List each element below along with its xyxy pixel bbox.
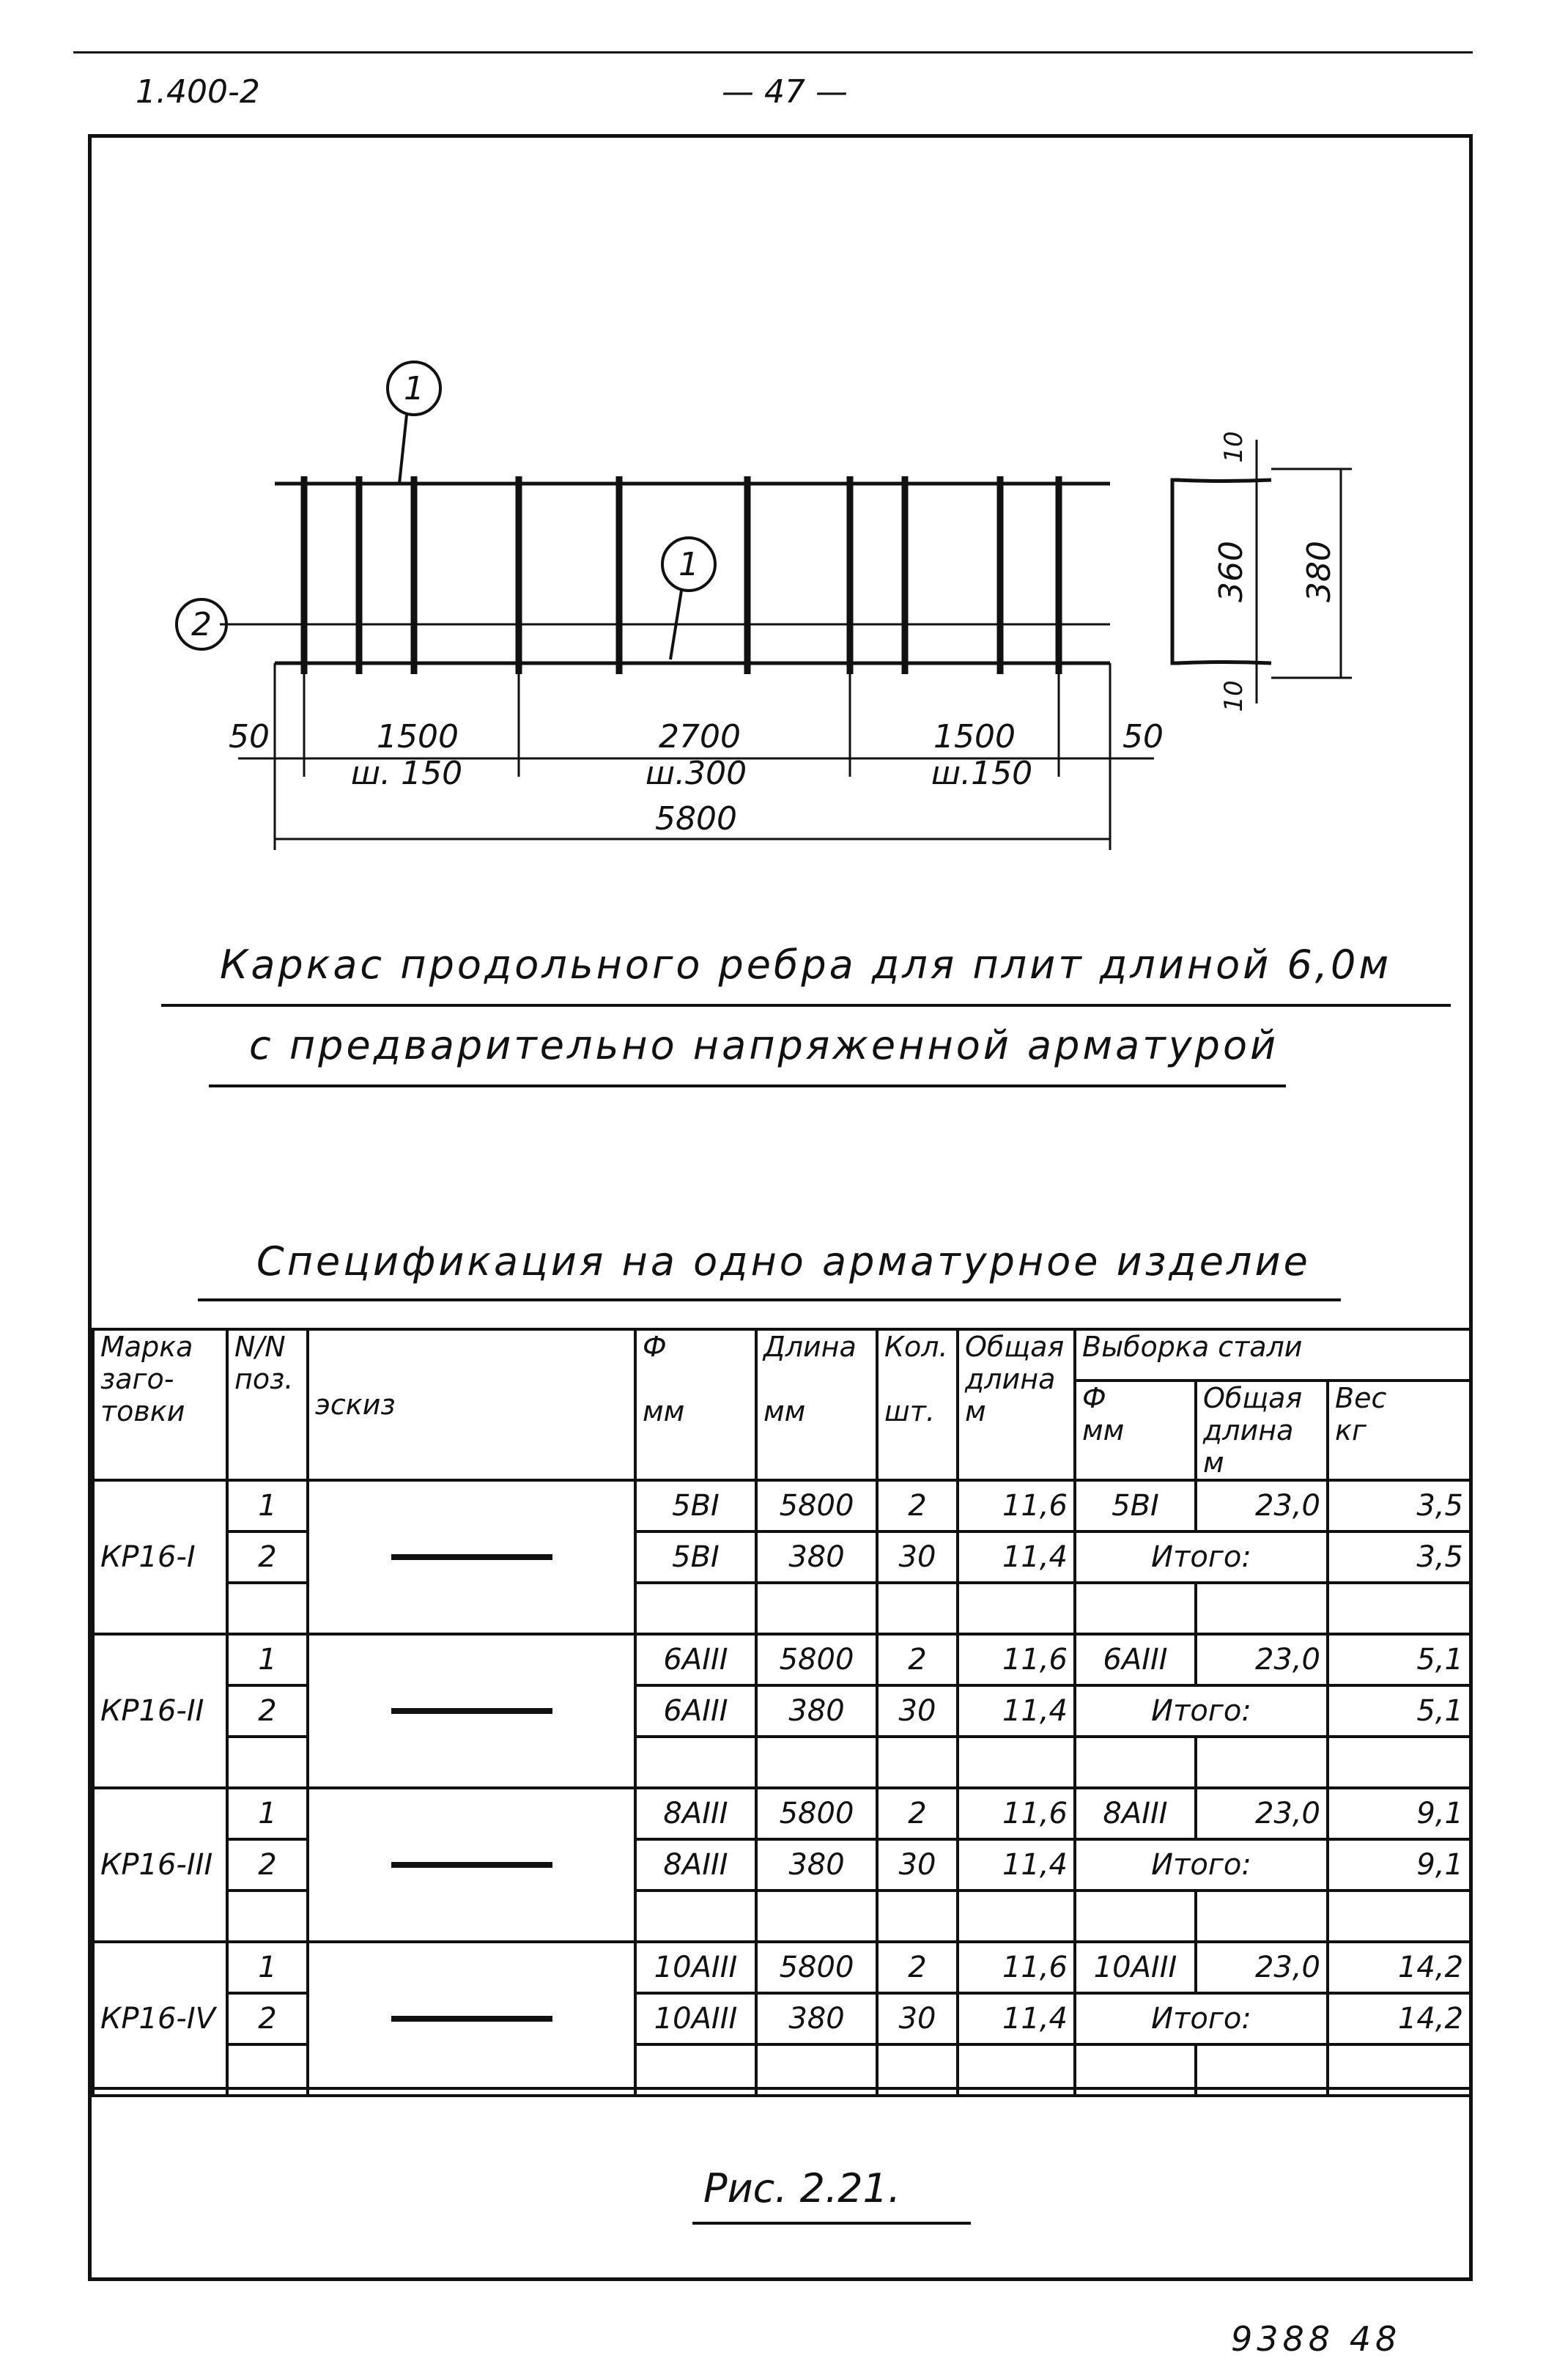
col-sel-weight: Вес кг (1328, 1381, 1471, 1480)
dim-seg2-length: 2700 (659, 718, 741, 755)
sel-diam-cell: 6AIII (1075, 1634, 1196, 1685)
total-cell: 11,6 (958, 1634, 1075, 1685)
pos-cell: 1 (227, 1480, 308, 1531)
itogo-cell: Итого: (1075, 1531, 1328, 1583)
table-row (93, 1942, 1471, 1993)
length-cell: 5800 (756, 1788, 877, 1839)
bar-sketch (391, 2016, 552, 2022)
length-cell: 5800 (756, 1480, 877, 1531)
sketch-cell (308, 1480, 635, 1634)
table-row (93, 1583, 1471, 1634)
dim-section-bottom: 10 (1219, 680, 1249, 712)
col-selection: Выборка стали (1075, 1329, 1471, 1381)
col-total-length: Общая длина м (958, 1329, 1075, 1480)
diam-cell: 6AIII (635, 1685, 756, 1737)
col-sel-total: Общая длина м (1196, 1381, 1328, 1480)
weight-cell: 14,2 (1328, 1942, 1471, 1993)
dim-section-middle: 360 (1213, 541, 1250, 602)
col-diam: Ф мм (635, 1329, 756, 1480)
itogo-cell: Итого: (1075, 1839, 1328, 1891)
sel-total-cell: 23,0 (1196, 1788, 1328, 1839)
dim-total: 5800 (655, 800, 737, 838)
length-cell: 5800 (756, 1942, 877, 1993)
footer-stamp: 9388 48 (1231, 2319, 1402, 2359)
spec-heading: Спецификация на одно арматурное изделие (256, 1238, 1311, 1285)
dim-seg1-length: 1500 (377, 718, 459, 755)
pos-marker-2-label: 2 (191, 606, 212, 643)
spec-heading-underline (198, 1298, 1341, 1301)
sketch-cell (308, 1634, 635, 1788)
total-cell: 11,4 (958, 1993, 1075, 2044)
table-row (93, 1839, 1471, 1891)
diam-cell: 8AIII (635, 1839, 756, 1891)
mark-cell: КР16-I (93, 1480, 227, 1634)
qty-cell: 2 (877, 1942, 958, 1993)
page-number: — 47 — (722, 73, 848, 111)
dim-seg3-step: ш.150 (931, 755, 1033, 792)
dim-seg3-length: 1500 (933, 718, 1016, 755)
qty-cell: 2 (877, 1480, 958, 1531)
sel-total-cell: 23,0 (1196, 1480, 1328, 1531)
sel-diam-cell: 5BI (1075, 1480, 1196, 1531)
qty-cell: 30 (877, 1993, 958, 2044)
length-cell: 380 (756, 1839, 877, 1891)
table-row (93, 1891, 1471, 1942)
diam-cell: 5BI (635, 1531, 756, 1583)
title-line-2: с предварительно напряженной арматурой (249, 1022, 1279, 1068)
pos-cell: 1 (227, 1942, 308, 1993)
itogo-weight-cell: 9,1 (1328, 1839, 1471, 1891)
pos-cell: 2 (227, 1531, 308, 1583)
diam-cell: 8AIII (635, 1788, 756, 1839)
title-underline-2 (209, 1084, 1286, 1087)
total-cell: 11,6 (958, 1788, 1075, 1839)
col-length-unit: мм (763, 1395, 806, 1427)
dim-left-end: 50 (229, 718, 270, 755)
col-mark: Марка заго- товки (93, 1329, 227, 1480)
length-cell: 380 (756, 1531, 877, 1583)
pos-cell: 2 (227, 1839, 308, 1891)
mark-cell: КР16-IV (93, 1942, 227, 2096)
col-qty-unit: шт. (884, 1395, 935, 1427)
title-line-1: Каркас продольного ребра для плит длиной 6,0м (220, 942, 1392, 988)
pos-cell: 2 (227, 1993, 308, 2044)
table-row (93, 1685, 1471, 1737)
spec-table (92, 1328, 1472, 2097)
total-cell: 11,4 (958, 1531, 1075, 1583)
dim-section-total: 380 (1301, 541, 1338, 602)
pos-marker-1-mid-label: 1 (678, 546, 699, 583)
sel-diam-cell: 10AIII (1075, 1942, 1196, 1993)
cage-drawing (158, 352, 1359, 865)
itogo-weight-cell: 5,1 (1328, 1685, 1471, 1737)
dim-seg1-step: ш. 150 (350, 755, 463, 792)
dim-section-top: 10 (1219, 431, 1249, 463)
pos-cell: 2 (227, 1685, 308, 1737)
length-cell: 5800 (756, 1634, 877, 1685)
document-code: 1.400-2 (136, 73, 260, 111)
table-row (93, 1993, 1471, 2044)
pos-cell: 1 (227, 1634, 308, 1685)
weight-cell: 5,1 (1328, 1634, 1471, 1685)
diam-cell: 5BI (635, 1480, 756, 1531)
bar-sketch (391, 1862, 552, 1868)
bar-sketch (391, 1708, 552, 1714)
qty-cell: 30 (877, 1685, 958, 1737)
total-cell: 11,6 (958, 1942, 1075, 1993)
title-underline-1 (161, 1004, 1451, 1007)
col-length: Длина мм (756, 1329, 877, 1480)
col-sketch: эскиз (308, 1329, 635, 1480)
figure-caption: Рис. 2.21. (703, 2165, 901, 2211)
table-row (93, 1788, 1471, 1839)
sketch-cell (308, 1942, 635, 2096)
table-row (93, 1480, 1471, 1531)
length-cell: 380 (756, 1993, 877, 2044)
itogo-weight-cell: 3,5 (1328, 1531, 1471, 1583)
itogo-weight-cell: 14,2 (1328, 1993, 1471, 2044)
mark-cell: КР16-III (93, 1788, 227, 1942)
sel-diam-cell: 8AIII (1075, 1788, 1196, 1839)
bar-sketch (391, 1554, 552, 1560)
col-diam-unit: мм (643, 1395, 685, 1427)
weight-cell: 9,1 (1328, 1788, 1471, 1839)
col-sel-diam: Ф мм (1075, 1381, 1196, 1480)
itogo-cell: Итого: (1075, 1993, 1328, 2044)
diam-cell: 10AIII (635, 1993, 756, 2044)
col-sel-weight-unit: кг (1335, 1414, 1366, 1446)
top-rule (73, 51, 1473, 53)
col-sel-total-unit: м (1203, 1446, 1224, 1479)
qty-cell: 30 (877, 1531, 958, 1583)
col-qty: Кол. шт. (877, 1329, 958, 1480)
table-bottom-rule (92, 2087, 1469, 2090)
diam-cell: 10AIII (635, 1942, 756, 1993)
weight-cell: 3,5 (1328, 1480, 1471, 1531)
length-cell: 380 (756, 1685, 877, 1737)
diam-cell: 6AIII (635, 1634, 756, 1685)
sel-total-cell: 23,0 (1196, 1942, 1328, 1993)
total-cell: 11,4 (958, 1839, 1075, 1891)
dim-right-end: 50 (1123, 718, 1164, 755)
sketch-cell (308, 1788, 635, 1942)
sel-total-cell: 23,0 (1196, 1634, 1328, 1685)
table-row (93, 1634, 1471, 1685)
figure-caption-underline (692, 2222, 971, 2225)
itogo-cell: Итого: (1075, 1685, 1328, 1737)
col-pos: N/N поз. (227, 1329, 308, 1480)
mark-cell: КР16-II (93, 1634, 227, 1788)
total-cell: 11,6 (958, 1480, 1075, 1531)
qty-cell: 2 (877, 1788, 958, 1839)
dim-seg2-step: ш.300 (645, 755, 747, 792)
total-cell: 11,4 (958, 1685, 1075, 1737)
pos-marker-1-top-label: 1 (404, 370, 424, 407)
qty-cell: 2 (877, 1634, 958, 1685)
table-row (93, 1531, 1471, 1583)
pos-cell: 1 (227, 1788, 308, 1839)
table-row (93, 1737, 1471, 1788)
col-total-length-unit: м (965, 1395, 986, 1427)
qty-cell: 30 (877, 1839, 958, 1891)
col-sel-diam-unit: мм (1082, 1414, 1125, 1446)
